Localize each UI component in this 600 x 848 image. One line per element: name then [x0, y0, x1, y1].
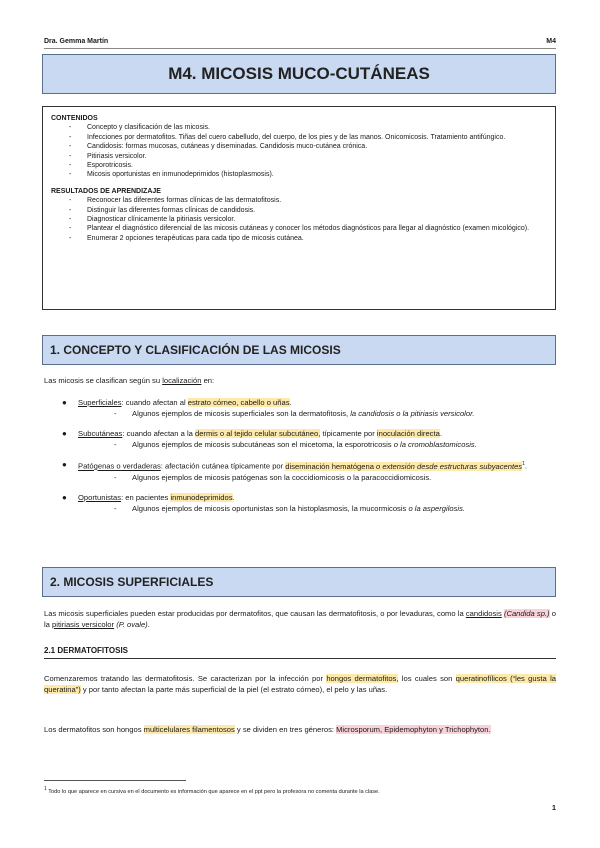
document-title — [42, 54, 556, 94]
highlight: multicelulares filamentosos — [143, 725, 235, 734]
section-1-intro — [44, 375, 556, 386]
text-run: (P. ovale) — [116, 620, 148, 629]
highlight: inmunodeprimidos — [170, 492, 233, 502]
text-run: . — [147, 620, 150, 629]
text-run: Patógenas o verdaderas — [78, 461, 161, 471]
footnote — [44, 786, 556, 795]
text-run: Los dermatofitos son hongos — [44, 725, 144, 734]
list-item — [60, 459, 556, 483]
bullet-icon: ● — [62, 460, 67, 469]
section-2-heading — [42, 567, 556, 597]
text-run: : en pacientes — [121, 492, 171, 502]
text-run: los cuales son — [398, 674, 456, 683]
highlight: inoculación directa — [376, 429, 440, 438]
header-divider — [44, 48, 556, 49]
text-run: localización — [162, 376, 202, 385]
text-run: o la — [44, 609, 556, 629]
text-run: y por tanto afectan la parte más superficial de la piel (el estrato córneo), el pelo y las uñas. — [80, 685, 388, 694]
contents-list — [51, 123, 547, 179]
list-item: - Plantear el diagnóstico diferencial de las micosis cutáneas y conocer los métodos diagnósticos para llegar al diagnóstico (examen micológico). — [51, 224, 547, 233]
list-item — [60, 492, 556, 514]
footnote-text: Todo lo que aparece en cursiva en el documento es información que aparece en el ppt pero la profesora no comenta durante la clase. — [48, 788, 380, 795]
contents-heading: CONTENIDOS — [51, 115, 98, 122]
contents-box — [42, 106, 556, 310]
list-item — [60, 428, 556, 450]
text-run: Algunos ejemplos de micosis subcutáneas son el micetoma, la esporotricosis — [132, 440, 394, 449]
bullet-icon: ● — [62, 492, 67, 502]
dermatofitosis-paragraph-2 — [44, 724, 556, 735]
highlight: diseminación hematógena — [285, 461, 377, 471]
text-run: Subcutáneas — [78, 429, 123, 438]
header-code: M4 — [546, 38, 556, 45]
page-number: 1 — [551, 803, 556, 812]
section-1-title: 1. CONCEPTO Y CLASIFICACIÓN DE LAS MICOSIS — [50, 343, 341, 357]
list-item: - Esporotricosis. — [51, 161, 547, 170]
bullet-icon: ● — [62, 398, 67, 407]
text-run: : afectación cutánea típicamente por — [160, 461, 286, 471]
outcomes-heading: RESULTADOS DE APRENDIZAJE — [51, 187, 161, 195]
footnote-divider — [44, 780, 186, 781]
section-1-heading — [42, 335, 556, 365]
list-item: - Concepto y clasificación de las micosis. — [51, 123, 547, 132]
list-item — [60, 397, 556, 419]
section-2-title: 2. MICOSIS SUPERFICIALES — [50, 575, 214, 589]
footnote-marker: 1 — [522, 461, 525, 467]
subsection-2-1-heading: 2.1 DERMATOFITOSIS — [44, 646, 556, 659]
page-header — [44, 38, 556, 45]
document-title-text: M4. MICOSIS MUCO-CUTÁNEAS — [168, 64, 430, 83]
highlight: queratinofílicos (“les gusta la queratina”) — [44, 674, 556, 694]
highlight: o extensión desde estructuras subyacentes — [376, 461, 523, 471]
text-run: . — [524, 461, 528, 471]
highlight: estrato córneo, cabello o uñas — [187, 398, 290, 407]
text-run: Algunos ejemplos de micosis patógenas son la coccidiomicosis o la paracoccidiomicosis. — [132, 472, 432, 482]
text-run: Algunos ejemplos de micosis oportunistas son la histoplasmosis, la mucormicosis — [132, 503, 409, 513]
list-item: - Pitiriasis versicolor. — [51, 152, 547, 161]
text-run: : cuando afectan a la — [122, 429, 195, 438]
outcomes-list — [51, 196, 547, 243]
text-run: . — [232, 492, 235, 502]
highlight: hongos dermatofitos, — [326, 674, 399, 683]
list-item: - Micosis oportunistas en inmunodeprimidos (histoplasmosis). — [51, 170, 547, 179]
section-2-paragraph — [44, 608, 556, 630]
dermatofitosis-paragraph-1 — [44, 673, 556, 695]
text-run: Algunos ejemplos de micosis superficiales son la dermatofitosis, — [132, 409, 351, 418]
text-run: Superficiales — [78, 398, 122, 407]
highlight: dermis o al tejido celular subcutáneo, — [194, 429, 321, 438]
text-run: la candidosis o la pitiriasis versicolor. — [350, 409, 475, 418]
list-item: - Diagnosticar clínicamente la pitiriasis versicolor. — [51, 215, 547, 224]
highlight: Microsporum, Epidemophyton y Trichophyton. — [336, 725, 491, 734]
header-author: Dra. Gemma Martín — [44, 38, 109, 45]
classification-list — [60, 397, 556, 523]
text-run: . — [439, 429, 442, 438]
highlight: (Candida sp.) — [503, 609, 550, 618]
text-run: Las micosis superficiales pueden estar producidas por dermatofitos, que causan las dermatofitosis, o por levaduras, como la — [44, 609, 466, 618]
text-run: pitiriasis versicolor — [52, 620, 115, 629]
text-run: o la cromoblastomicosis. — [393, 440, 477, 449]
text-run: . — [289, 398, 292, 407]
text-run: o la aspergilosis. — [408, 503, 466, 513]
text-run: y se dividen en tres géneros: — [234, 725, 337, 734]
text-run: candidosis — [465, 609, 502, 618]
text-run: Las micosis se clasifican según su — [44, 376, 163, 385]
list-item: - Reconocer las diferentes formas clínicas de las dermatofitosis. — [51, 196, 547, 205]
text-run: Oportunistas — [78, 492, 122, 502]
text-run: en: — [201, 376, 215, 385]
bullet-icon: ● — [62, 429, 67, 438]
text-run: típicamente por — [320, 429, 377, 438]
text-run: : cuando afectan al — [121, 398, 188, 407]
list-item: - Infecciones por dermatofitos. Tiñas del cuero cabelludo, del cuerpo, de los pies y de las manos. Onicomicosis. Tratamiento antifúngico. — [51, 133, 547, 142]
list-item: - Candidosis: formas mucosas, cutáneas y diseminadas. Candidosis muco-cutánea crónica. — [51, 142, 547, 151]
footnote-marker: 1 — [44, 786, 47, 792]
list-item: - Distinguir las diferentes formas clínicas de candidosis. — [51, 206, 547, 215]
text-run: Comenzaremos tratando las dermatofitosis. Se caracterizan por la infección por — [44, 674, 327, 683]
list-item: - Enumerar 2 opciones terapéuticas para cada tipo de micosis cutánea. — [51, 234, 547, 243]
